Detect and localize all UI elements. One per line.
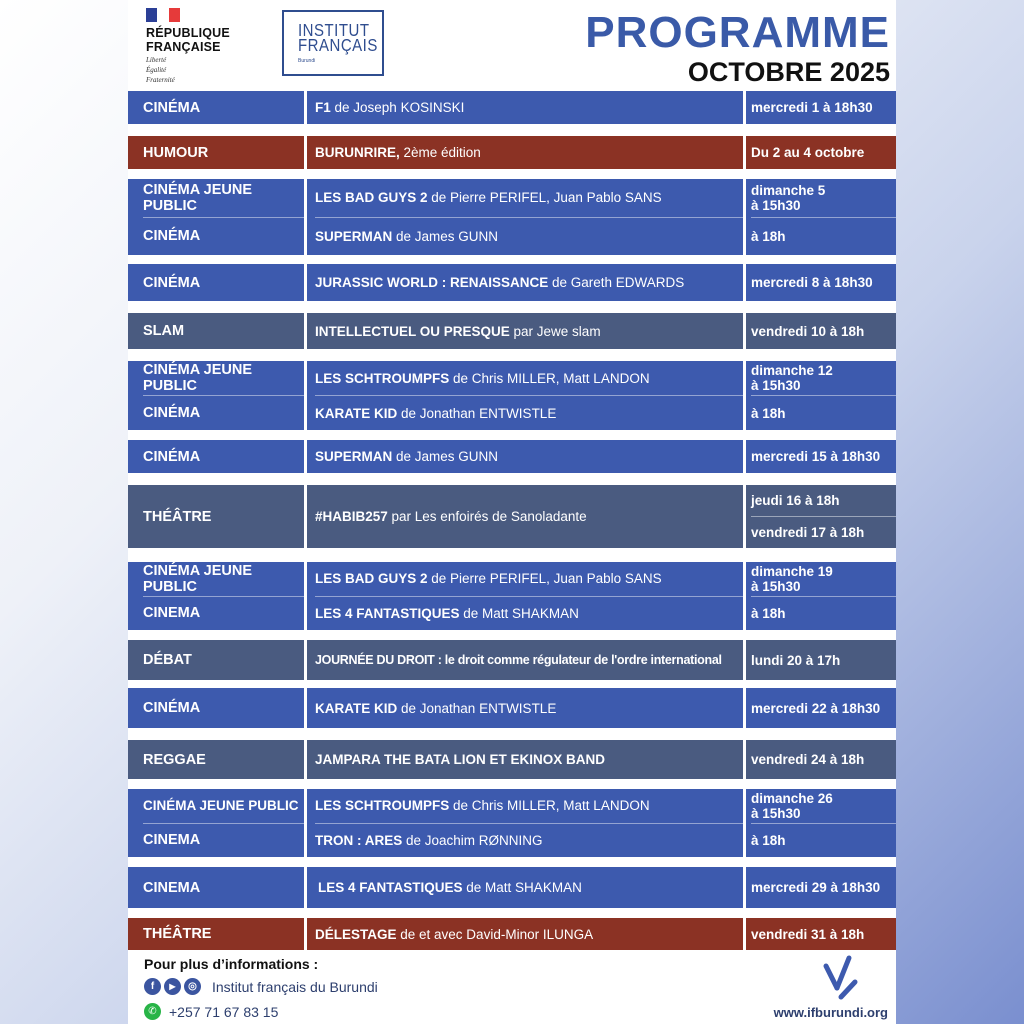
event-category: SLAM [128, 313, 304, 349]
facebook-icon[interactable]: f [144, 978, 161, 995]
event-date: à 18h [751, 217, 896, 256]
event-category-group [128, 179, 304, 255]
event-title: KARATE KID de Jonathan ENTWISTLE [315, 395, 743, 430]
logo-line-2: FRANÇAIS [298, 35, 378, 56]
event-date: mercredi 8 à 18h30 [746, 264, 896, 301]
event-category: CINÉMA JEUNE PUBLIC [143, 798, 299, 814]
event-category: CINÉMA [128, 440, 304, 473]
event-title: BURUNRIRE, 2ème édition [307, 136, 743, 169]
event-date: lundi 20 à 17h [746, 640, 896, 680]
info-title: Pour plus d’informations : [144, 956, 319, 972]
event-row [128, 688, 896, 728]
event-title-group [307, 789, 743, 857]
event-date-group [746, 179, 896, 255]
institut-francais-logo [282, 10, 384, 76]
event-category: DÉBAT [128, 640, 304, 680]
event-title: LES 4 FANTASTIQUES de Matt SHAKMAN [315, 596, 743, 631]
french-flag-icon [146, 8, 180, 22]
event-category: THÉÂTRE [128, 485, 304, 548]
phone-number: +257 71 67 83 15 [169, 1003, 279, 1020]
event-date-group [746, 789, 896, 857]
phone-contact [144, 1003, 278, 1020]
website-link[interactable]: www.ifburundi.org [773, 1005, 888, 1020]
event-category-group [128, 789, 304, 857]
event-title: LES BAD GUYS 2 de Pierre PERIFEL, Juan Pablo SANS [315, 571, 662, 587]
event-category: THÉÂTRE [128, 918, 304, 950]
event-title: KARATE KID de Jonathan ENTWISTLE [307, 688, 743, 728]
event-category: CINÉMA [143, 217, 304, 256]
event-row [128, 91, 896, 124]
event-date: vendredi 31 à 18h [746, 918, 896, 950]
motto-liberte: Liberté [146, 56, 167, 64]
event-title-group [307, 179, 743, 255]
event-category-group [128, 562, 304, 630]
event-title-group [307, 361, 743, 430]
event-row [128, 264, 896, 301]
event-date-group [746, 485, 896, 548]
event-date: à 18h [751, 823, 896, 858]
event-category: HUMOUR [128, 136, 304, 169]
event-date-group [746, 562, 896, 630]
event-title: LES SCHTROUMPFS de Chris MILLER, Matt LANDON [315, 370, 650, 386]
event-title: LES BAD GUYS 2 de Pierre PERIFEL, Juan Pablo SANS [315, 190, 662, 206]
event-group [128, 789, 896, 857]
event-row [128, 640, 896, 680]
event-row [128, 867, 896, 908]
event-category-group [128, 361, 304, 430]
social-name: Institut français du Burundi [212, 978, 378, 995]
event-category: CINÉMA JEUNE PUBLIC [143, 362, 253, 394]
page-title: PROGRAMME [585, 8, 890, 57]
instagram-icon[interactable]: ◎ [184, 978, 201, 995]
event-title: INTELLECTUEL OU PRESQUE par Jewe slam [307, 313, 743, 349]
event-category: REGGAE [128, 740, 304, 779]
republique-line-1: RÉPUBLIQUE [146, 26, 230, 40]
event-date: à 18h [751, 596, 896, 631]
social-links [144, 978, 378, 995]
event-title: LES SCHTROUMPFS de Chris MILLER, Matt LANDON [315, 798, 650, 814]
event-title: #HABIB257 par Les enfoirés de Sanoladante [307, 485, 743, 548]
event-date: dimanche 12 à 15h30 [751, 363, 833, 393]
logo-line-3: Burundi [298, 58, 316, 64]
event-date: vendredi 24 à 18h [746, 740, 896, 779]
event-title: SUPERMAN de James GUNN [307, 440, 743, 473]
event-row [128, 313, 896, 349]
event-date: mercredi 22 à 18h30 [746, 688, 896, 728]
event-group [128, 361, 896, 430]
event-date: vendredi 10 à 18h [746, 313, 896, 349]
event-date: mercredi 29 à 18h30 [746, 867, 896, 908]
event-date: mercredi 1 à 18h30 [746, 91, 896, 124]
republique-francaise-logo [146, 8, 230, 84]
event-row [128, 136, 896, 169]
event-row [128, 918, 896, 950]
event-date-group [746, 361, 896, 430]
event-row [128, 485, 896, 548]
event-category: CINÉMA [128, 91, 304, 124]
event-date: mercredi 15 à 18h30 [746, 440, 896, 473]
event-row [128, 740, 896, 779]
motto-egalite: Égalité [146, 66, 167, 74]
institut-francais-mark-icon [821, 952, 861, 1002]
event-category: CINÉMA [128, 264, 304, 301]
event-title: JOURNÉE DU DROIT : le droit comme régulateur de l'ordre international [307, 640, 743, 680]
event-title-group [307, 562, 743, 630]
event-row [128, 440, 896, 473]
event-group [128, 562, 896, 630]
event-category: CINEMA [143, 823, 304, 858]
event-group [128, 179, 896, 255]
event-title: F1 de Joseph KOSINSKI [307, 91, 743, 124]
event-category: CINEMA [143, 596, 304, 631]
event-title: DÉLESTAGE de et avec David-Minor ILUNGA [307, 918, 743, 950]
logo-line-1: INSTITUT [298, 20, 370, 41]
event-title: JURASSIC WORLD : RENAISSANCE de Gareth EDWARDS [307, 264, 743, 301]
page-subtitle: OCTOBRE 2025 [687, 57, 890, 87]
event-category: CINEMA [128, 867, 304, 908]
event-date: jeudi 16 à 18h [751, 493, 840, 508]
event-title: SUPERMAN de James GUNN [315, 217, 743, 256]
programme-page [128, 0, 896, 1024]
event-category: CINÉMA JEUNE PUBLIC [143, 181, 253, 214]
event-category: CINÉMA [143, 395, 304, 430]
event-date: dimanche 19 à 15h30 [751, 563, 833, 594]
event-title: JAMPARA THE BATA LION ET EKINOX BAND [307, 740, 743, 779]
event-title: TRON : ARES de Joachim RØNNING [315, 823, 743, 858]
event-date: dimanche 26 à 15h30 [751, 790, 833, 821]
event-category: CINÉMA JEUNE PUBLIC [143, 562, 253, 595]
event-date: Du 2 au 4 octobre [746, 136, 896, 169]
youtube-icon[interactable]: ▶ [164, 978, 181, 995]
republique-line-2: FRANÇAISE [146, 40, 221, 54]
event-date: vendredi 17 à 18h [751, 516, 896, 548]
event-category: CINÉMA [128, 688, 304, 728]
event-title: LES 4 FANTASTIQUES de Matt SHAKMAN [307, 867, 743, 908]
motto-fraternite: Fraternité [146, 76, 175, 84]
whatsapp-icon[interactable]: ✆ [144, 1003, 161, 1020]
event-date: à 18h [751, 395, 896, 430]
event-date: dimanche 5 à 15h30 [751, 182, 826, 213]
